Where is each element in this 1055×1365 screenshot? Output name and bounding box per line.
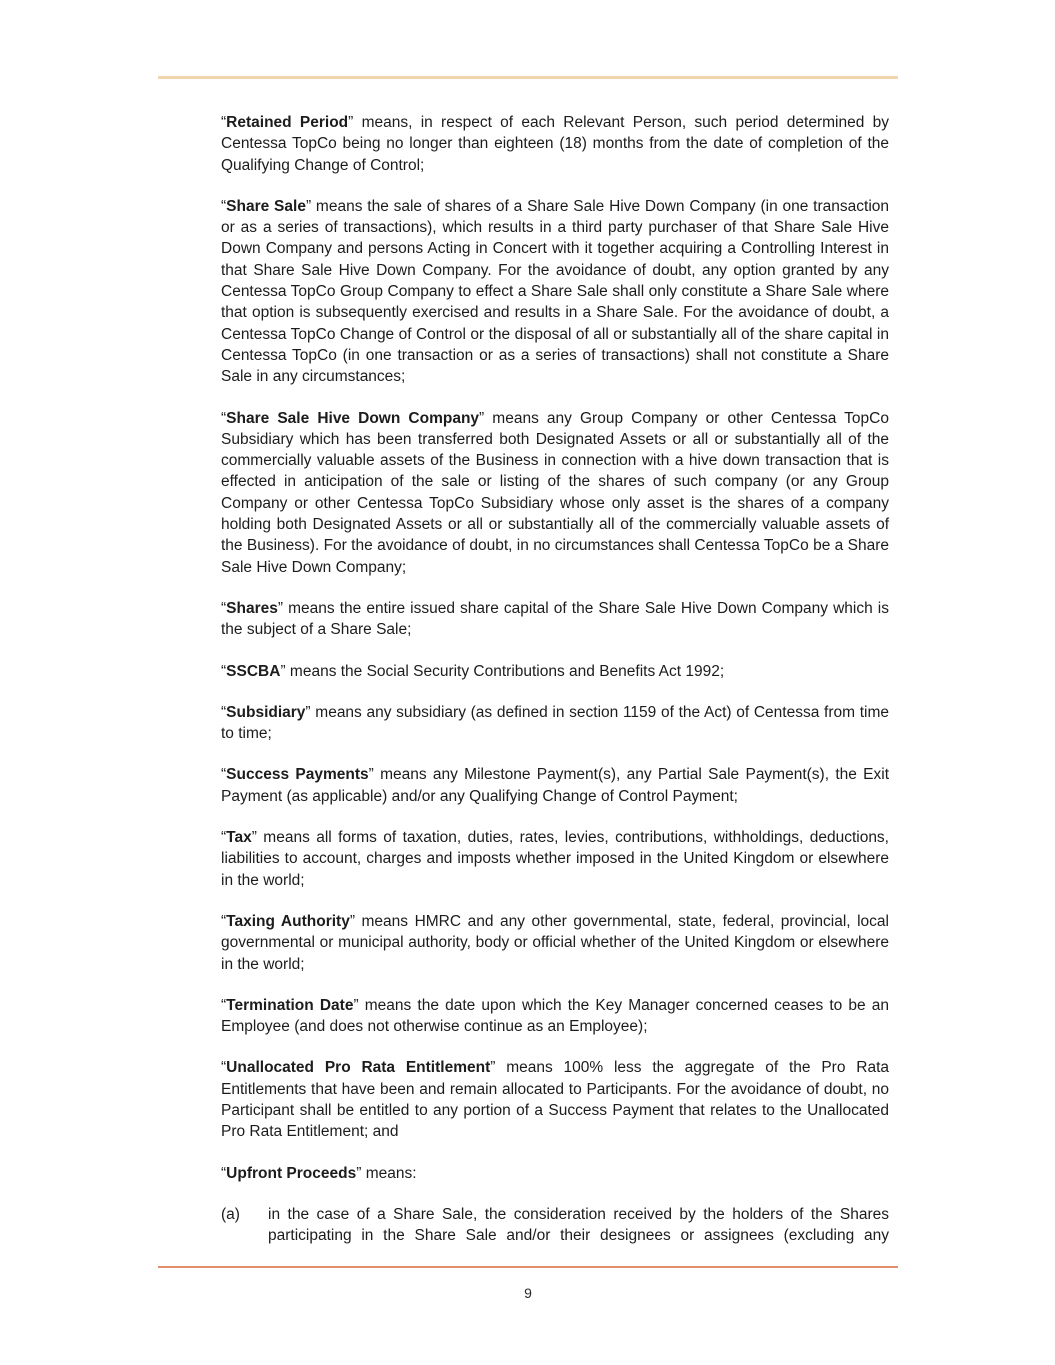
definition-term: Share Sale Hive Down Company: [226, 409, 480, 427]
definition-paragraph: [221, 995, 889, 1038]
open-quote: “: [221, 114, 227, 131]
definition-term: Tax: [226, 829, 252, 847]
definition-body: means the entire issued share capital of the Share Sale Hive Down Company which is the subject of a Share Sale;: [221, 599, 889, 639]
definition-body: means the sale of shares of a Share Sale Hive Down Company (in one transaction or as a series of transactions), which results in a third party purchaser of that Share Sale Hive Down Company and persons Acting in Concert with it together acquiring a Controlling Interest in that Share Sale Hive Down Company. For the avoidance of doubt, any option granted by any Centessa TopCo Group Company to effect a Share Sale shall only constitute a Share Sale where that option is subsequently exercised and results in a Share Sale. For the avoidance of doubt, a Centessa TopCo Change of Control or the disposal of all or substantially all of the share capital in Centessa TopCo (in one transaction or as a series of transactions) shall not constitute a Share Sale in any circumstances;: [221, 197, 889, 386]
definition-body: means HMRC and any other governmental, state, federal, provincial, local governmental or municipal authority, body or official whether of the United Kingdom or elsewhere in the world;: [221, 912, 889, 973]
close-quote: ”: [348, 114, 354, 131]
definition-body: means the date upon which the Key Manager concerned ceases to be an Employee (and does not otherwise continue as an Employee);: [221, 996, 889, 1036]
close-quote: ”: [277, 599, 284, 617]
definition-paragraph: [221, 1057, 889, 1142]
close-quote: ”: [356, 1164, 362, 1182]
definition-term: Unallocated Pro Rata Entitlement: [226, 1059, 491, 1077]
header-rule: [158, 76, 898, 79]
definitions-section: [221, 112, 889, 1267]
definition-paragraph: [221, 911, 889, 975]
close-quote: ”: [349, 912, 355, 930]
open-quote: “: [221, 912, 227, 930]
definition-body: means any Group Company or other Centessa TopCo Subsidiary which has been transferred both Designated Assets or all or substantially all of the commercially valuable assets of the Business in connection with a hive down transaction that is effected in anticipation of the sale or listing of the shares of such company (or any Group Company or other Centessa TopCo Subsidiary whose only asset is the shares of a company holding both Designated Assets or all or substantially all of the commercially valuable assets of the Business). For the avoidance of doubt, in no circumstances shall Centessa TopCo be a Share Sale Hive Down Company;: [221, 409, 889, 576]
definition-term: Share Sale: [226, 197, 306, 215]
definitions-list: [221, 112, 889, 1184]
open-quote: “: [221, 1164, 227, 1182]
close-quote: ”: [479, 409, 485, 427]
close-quote: ”: [305, 197, 312, 215]
close-quote: ”: [490, 1059, 496, 1077]
definition-term: Subsidiary: [226, 703, 306, 721]
open-quote: “: [221, 766, 227, 784]
definition-body: means all forms of taxation, duties, rates, levies, contributions, withholdings, deductions, liabilities to account, charges and imposts whether imposed in the United Kingdom or elsewhere in the world;: [221, 829, 889, 889]
close-quote: ”: [368, 766, 374, 784]
definition-term: Shares: [226, 599, 278, 617]
close-quote: ”: [305, 703, 311, 721]
definition-paragraph: [221, 112, 889, 176]
definition-paragraph: [221, 408, 889, 578]
definition-body: means any subsidiary (as defined in section 1159 of the Act) of Centessa from time to time;: [221, 703, 889, 743]
definition-paragraph: [221, 702, 889, 745]
open-quote: “: [221, 703, 227, 721]
definition-term: Termination Date: [226, 996, 354, 1014]
definition-body: means:: [361, 1164, 417, 1182]
definition-term: SSCBA: [226, 662, 281, 680]
open-quote: “: [221, 409, 227, 427]
open-quote: “: [221, 829, 227, 847]
definition-paragraph: [221, 196, 889, 388]
definition-body: means 100% less the aggregate of the Pro Rata Entitlements that have been and remain allocated to Participants. For the avoidance of doubt, no Participant shall be entitled to any portion of a Success Payment that relates to the Unallocated Pro Rata Entitlement; and: [221, 1059, 889, 1141]
clause-text: in the case of a Share Sale, the consideration received by the holders of the Shares participating in the Share Sale and/or their designees or assignees (excluding any: [268, 1205, 889, 1245]
definition-term: Retained Period: [226, 114, 349, 131]
definition-paragraph: [221, 1163, 889, 1184]
close-quote: ”: [251, 829, 257, 847]
close-quote: ”: [353, 996, 359, 1014]
footer-rule: [158, 1266, 898, 1268]
definition-paragraph: [221, 661, 889, 682]
definition-term: Upfront Proceeds: [226, 1164, 357, 1182]
clause-item-a: [221, 1204, 889, 1247]
close-quote: ”: [280, 662, 286, 680]
page-number: 9: [524, 1285, 532, 1301]
open-quote: “: [221, 662, 227, 680]
definition-body: means any Milestone Payment(s), any Partial Sale Payment(s), the Exit Payment (as applicable) and/or any Qualifying Change of Control Payment;: [221, 766, 889, 805]
open-quote: “: [221, 996, 227, 1014]
open-quote: “: [221, 599, 227, 617]
clause-marker: (a): [221, 1205, 240, 1223]
definition-term: Success Payments: [226, 766, 369, 784]
definition-body: means, in respect of each Relevant Person, such period determined by Centessa TopCo being no longer than eighteen (18) months from the date of completion of the Qualifying Change of Control;: [221, 114, 890, 174]
open-quote: “: [221, 197, 227, 215]
definition-paragraph: [221, 764, 889, 807]
definition-body: means the Social Security Contributions and Benefits Act 1992;: [285, 662, 725, 680]
definition-paragraph: [221, 827, 889, 891]
definition-term: Taxing Authority: [226, 912, 350, 930]
definition-paragraph: [221, 598, 889, 641]
open-quote: “: [221, 1059, 227, 1077]
